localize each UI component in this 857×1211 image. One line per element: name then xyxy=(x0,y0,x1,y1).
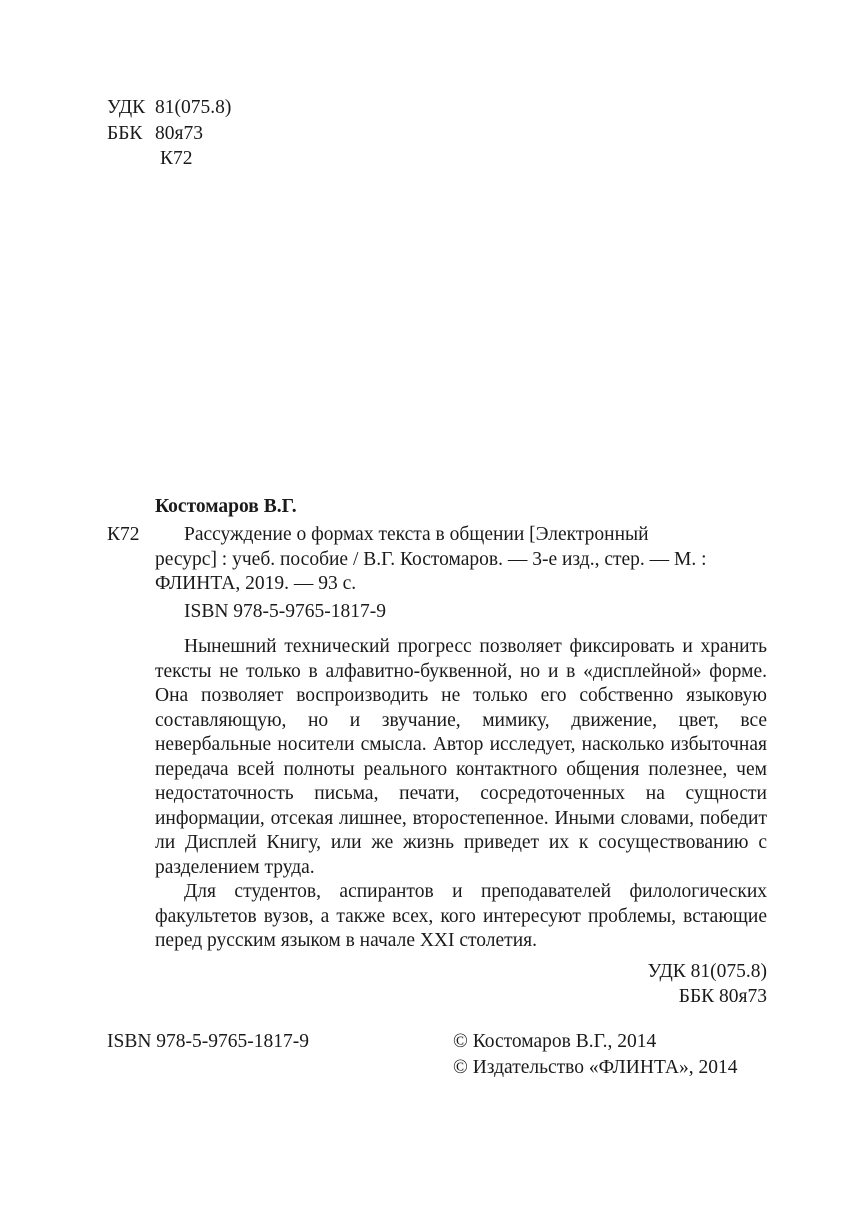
udk-value: 81(075.8) xyxy=(155,97,232,118)
udk-bottom: УДК 81(075.8) xyxy=(647,961,767,982)
isbn-top: ISBN 978-5-9765-1817-9 xyxy=(184,601,387,622)
bbk-value: 80я73 xyxy=(155,122,203,144)
abstract xyxy=(155,635,767,954)
author-mark: К72 xyxy=(107,524,140,545)
bbk-bottom: ББК 80я73 xyxy=(678,986,767,1007)
copyright-line: © Издательство «ФЛИНТА», 2014 xyxy=(453,1057,738,1078)
bbk-line xyxy=(107,122,231,148)
citation xyxy=(155,523,767,597)
classification-block-bottom xyxy=(648,960,767,1010)
abstract-paragraph: Нынешний технический прогресс позволяет фиксировать и хранить тексты не только в алфавитно-буквенной, но и в «дисплейной» форме. Она позволяет воспроизводить не только его собственно языковую составляющую, но и звучание, мимику, движение, цвет, все невербальные носители смысла. Автор исследует, насколько избыточная передача всей полноты реального контактного общения полезнее, чем недостаточность письма, печати, сосредоточенных на сущности информации, отсекая лишнее, второстепенное. Иными словами, победит ли Дисплей Книгу, или же жизнь приведет их к сосуществованию с разделением труда. xyxy=(155,636,767,878)
udk-label: УДК xyxy=(107,97,146,118)
isbn-bottom: ISBN 978-5-9765-1817-9 xyxy=(107,1031,310,1052)
author-mark-top xyxy=(107,147,231,173)
citation-line: ресурс] : учеб. пособие / В.Г. Костомаров. — 3-е изд., стер. — М. : xyxy=(155,548,707,570)
bbk-label: ББК xyxy=(107,122,143,144)
citation-line: ФЛИНТА, 2019. — 93 с. xyxy=(155,573,357,594)
author-heading: Костомаров В.Г. xyxy=(155,496,297,517)
citation-line: Рассуждение о формах текста в общении [Электронный xyxy=(184,524,649,545)
author-mark-top-value: К72 xyxy=(160,148,193,169)
classification-block-top xyxy=(107,96,231,173)
abstract-paragraph: Для студентов, аспирантов и преподавателей филологических факультетов вузов, а также всех, кого интересуют проблемы, встающие перед русским языком в начале XXI столетия. xyxy=(155,881,767,951)
copyright-line: © Костомаров В.Г., 2014 xyxy=(453,1031,657,1052)
udk-line xyxy=(107,96,231,122)
copyright-block xyxy=(453,1030,737,1082)
